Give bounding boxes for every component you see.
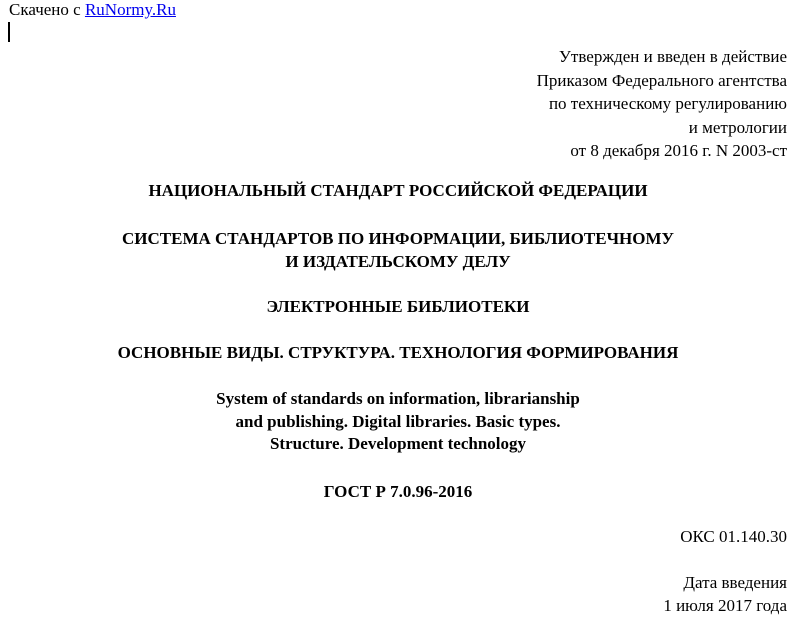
english-title-line: Structure. Development technology: [269, 434, 527, 453]
standard-title: НАЦИОНАЛЬНЫЙ СТАНДАРТ РОССИЙСКОЙ ФЕДЕРАЦИИ: [148, 181, 648, 200]
system-title-line: СИСТЕМА СТАНДАРТОВ ПО ИНФОРМАЦИИ, БИБЛИОТЕЧНОМУ: [121, 229, 675, 248]
types-title: ОСНОВНЫЕ ВИДЫ. СТРУКТУРА. ТЕХНОЛОГИЯ ФОРМИРОВАНИЯ: [117, 343, 679, 362]
approval-line: Утвержден и введен в действие: [558, 47, 787, 66]
approval-block: [367, 45, 787, 163]
english-title: [0, 388, 790, 456]
intro-date-block: [663, 572, 787, 617]
source-prefix: Скачено с: [9, 0, 85, 19]
gost-code: ГОСТ Р 7.0.96-2016: [323, 482, 473, 501]
intro-date-label: Дата введения: [683, 573, 787, 592]
source-line: [9, 0, 176, 20]
english-title-line: System of standards on information, librarianship: [216, 389, 580, 408]
system-title-line: И ИЗДАТЕЛЬСКОМУ ДЕЛУ: [285, 251, 511, 271]
intro-date-value: 1 июля 2017 года: [663, 595, 787, 615]
text-cursor: [8, 22, 10, 42]
approval-line: от 8 декабря 2016 г. N 2003-ст: [570, 141, 787, 160]
source-link[interactable]: RuNormy.Ru: [84, 0, 176, 19]
english-title-line: and publishing. Digital libraries. Basic types.: [235, 411, 561, 431]
approval-line: Приказом Федерального агентства: [536, 70, 787, 90]
digital-libraries-title: ЭЛЕКТРОННЫЕ БИБЛИОТЕКИ: [266, 297, 530, 316]
approval-line: и метрологии: [688, 117, 787, 137]
system-title: [0, 228, 790, 273]
approval-line: по техническому регулированию: [548, 94, 787, 113]
oks-code: ОКС 01.140.30: [680, 527, 787, 546]
